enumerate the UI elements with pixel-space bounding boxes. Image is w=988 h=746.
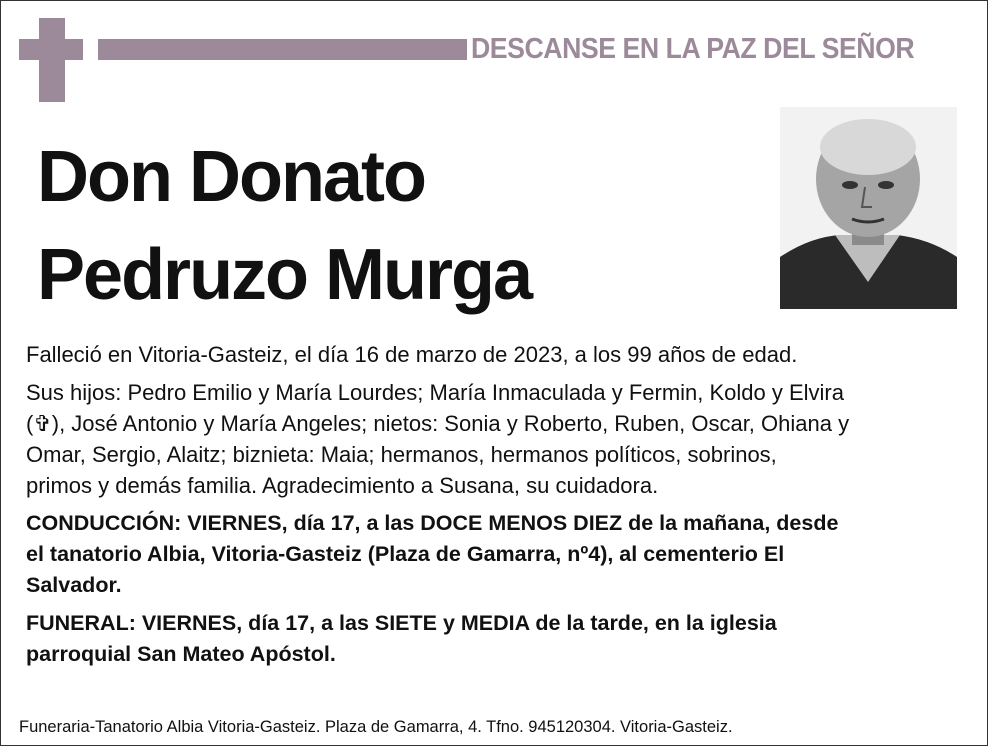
portrait-photo bbox=[780, 107, 957, 309]
cross-icon bbox=[39, 18, 65, 102]
text-line: Falleció en Vitoria-Gasteiz, el día 16 de marzo de 2023, a los 99 años de edad. bbox=[26, 342, 798, 367]
text-line: Omar, Sergio, Alaitz; biznieta: Maia; hermanos, hermanos políticos, sobrinos, bbox=[26, 442, 777, 467]
deceased-name-line2: Pedruzo Murga bbox=[37, 235, 532, 315]
funeral-paragraph bbox=[26, 608, 971, 670]
death-notice bbox=[26, 339, 971, 370]
text-line: primos y demás familia. Agradecimiento a Susana, su cuidadora. bbox=[26, 473, 659, 498]
conduction-paragraph bbox=[26, 508, 971, 601]
cross-icon-bar bbox=[19, 39, 83, 60]
text-line: CONDUCCIÓN: VIERNES, día 17, a las DOCE MENOS DIEZ de la mañana, desde bbox=[26, 511, 839, 535]
text-line: (✞), José Antonio y María Angeles; nietos: Sonia y Roberto, Ruben, Oscar, Ohiana y bbox=[26, 411, 850, 436]
funeral-home-footer: Funeraria-Tanatorio Albia Vitoria-Gasteiz. Plaza de Gamarra, 4. Tfno. 945120304. Vitoria-Gasteiz. bbox=[19, 718, 733, 736]
text-line: Salvador. bbox=[26, 573, 122, 597]
header-motto: DESCANSE EN LA PAZ DEL SEÑOR bbox=[471, 33, 915, 65]
text-line: Sus hijos: Pedro Emilio y María Lourdes; María Inmaculada y Fermin, Koldo y Elvira bbox=[26, 380, 844, 405]
text-line: el tanatorio Albia, Vitoria-Gasteiz (Plaza de Gamarra, nº4), al cementerio El bbox=[26, 542, 785, 566]
family-paragraph bbox=[26, 377, 971, 501]
text-line: parroquial San Mateo Apóstol. bbox=[26, 642, 336, 666]
header-rule bbox=[98, 39, 467, 60]
obituary-body bbox=[26, 339, 971, 677]
deceased-name-line1: Don Donato bbox=[37, 137, 425, 217]
text-line: FUNERAL: VIERNES, día 17, a las SIETE y MEDIA de la tarde, en la iglesia bbox=[26, 611, 777, 635]
